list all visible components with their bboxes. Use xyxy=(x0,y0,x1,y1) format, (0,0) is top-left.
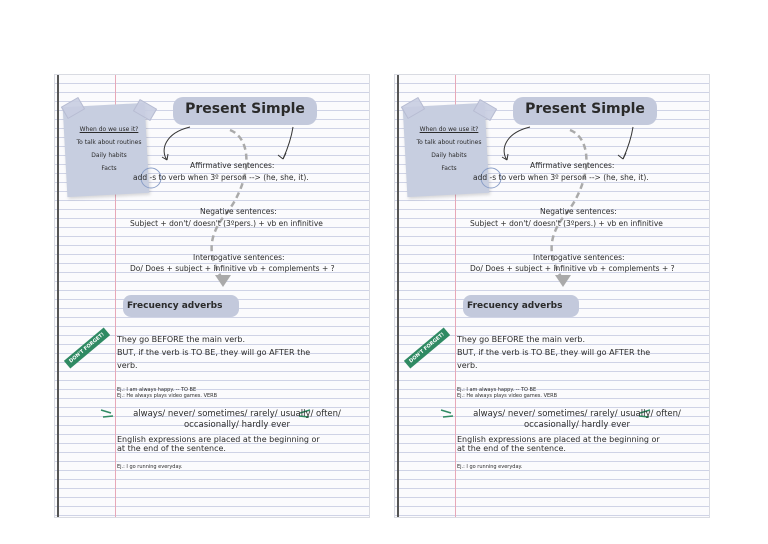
example-line: Ej.: He always plays video games. VERB xyxy=(117,393,218,399)
dashed-arrowhead xyxy=(555,275,571,287)
rule-line: BUT, if the verb is TO BE, they will go AFTER the xyxy=(117,348,311,357)
interrogative-heading: Interrogative sentences: xyxy=(193,253,285,262)
affirmative-rule: add -s to verb when 3º person --> (he, she, it). xyxy=(133,173,309,182)
curved-arrow-right xyxy=(283,127,293,159)
interrogative-rule: Do/ Does + subject + infinitive vb + complements + ? xyxy=(130,264,335,273)
affirmative-heading: Affirmative sentences: xyxy=(190,161,275,170)
rule-line: verb. xyxy=(457,361,478,370)
adverbs-line: occasionally/ hardly ever xyxy=(523,420,631,430)
sticky-line: Facts xyxy=(101,165,117,172)
sticky-line: To talk about routines xyxy=(416,139,482,146)
expressions-line: English expressions are placed at the beginning or xyxy=(117,435,320,444)
sticky-line: Daily habits xyxy=(91,152,127,159)
sticky-line: Daily habits xyxy=(431,152,467,159)
example-line: Ej.: I am always happy. -- TO BE xyxy=(457,387,537,393)
dont-forget-badge: DON'T FORGET! xyxy=(64,327,110,368)
rule-line: BUT, if the verb is TO BE, they will go AFTER the xyxy=(457,348,651,357)
curved-arrow-right xyxy=(623,127,633,159)
example-last: Ej.: I go running everyday. xyxy=(457,464,523,470)
negative-heading: Negative sentences: xyxy=(200,207,277,216)
adverbs-line: occasionally/ hardly ever xyxy=(183,420,291,430)
example-last: Ej.: I go running everyday. xyxy=(117,464,183,470)
affirmative-rule: add -s to verb when 3º person --> (he, she, it). xyxy=(473,173,649,182)
sticky-line: Facts xyxy=(441,165,457,172)
page-title: Present Simple xyxy=(525,101,645,117)
interrogative-rule: Do/ Does + subject + infinitive vb + complements + ? xyxy=(470,264,675,273)
expressions-line: at the end of the sentence. xyxy=(457,444,566,453)
expressions-line: at the end of the sentence. xyxy=(117,444,226,453)
adverbs-line: always/ never/ sometimes/ rarely/ usually/ often/ xyxy=(133,409,341,419)
page-title: Present Simple xyxy=(185,101,305,117)
dashed-arrowhead xyxy=(215,275,231,287)
expressions-line: English expressions are placed at the beginning or xyxy=(457,435,660,444)
frequency-title: Frecuency adverbs xyxy=(467,301,563,311)
negative-heading: Negative sentences: xyxy=(540,207,617,216)
negative-rule: Subject + don't/ doesn't (3ºpers.) + vb en infinitive xyxy=(470,219,663,228)
frequency-title: Frecuency adverbs xyxy=(127,301,223,311)
sticky-heading: When do we use it? xyxy=(419,126,479,133)
sticky-line: To talk about routines xyxy=(76,139,142,146)
example-line: Ej.: I am always happy. -- TO BE xyxy=(117,387,197,393)
adverbs-line: always/ never/ sometimes/ rarely/ usually/ often/ xyxy=(473,409,681,419)
interrogative-heading: Interrogative sentences: xyxy=(533,253,625,262)
rule-line: They go BEFORE the main verb. xyxy=(117,335,246,344)
rule-line: They go BEFORE the main verb. xyxy=(457,335,586,344)
notebook-page-right xyxy=(394,74,710,518)
rule-line: verb. xyxy=(117,361,138,370)
negative-rule: Subject + don't/ doesn't (3ºpers.) + vb en infinitive xyxy=(130,219,323,228)
sticky-heading: When do we use it? xyxy=(79,126,139,133)
dont-forget-badge: DON'T FORGET! xyxy=(404,327,450,368)
example-line: Ej.: He always plays video games. VERB xyxy=(457,393,558,399)
affirmative-heading: Affirmative sentences: xyxy=(530,161,615,170)
notebook-page-left xyxy=(54,74,370,518)
